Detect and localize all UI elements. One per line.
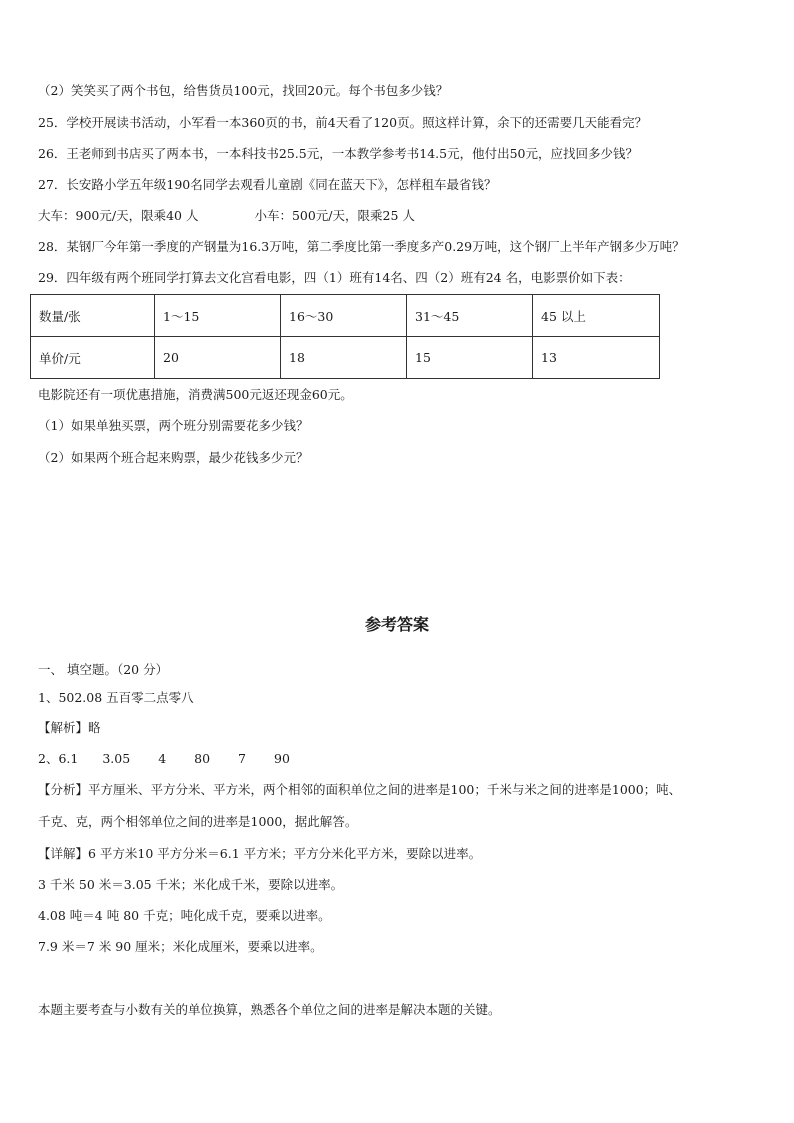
- answer-2: [38, 751, 290, 767]
- table-cell: 13: [533, 337, 660, 379]
- question-24-part-2: （2）笑笑买了两个书包，给售货员100元，找回20元。每个书包多少钱？: [38, 83, 449, 98]
- answer-2-analysis: 【分析】平方厘米、平方分米、平方米，两个相邻的面积单位之间的进率是100；千米与米之间的进率是1000；吨、: [38, 782, 682, 797]
- answer-2-value: 80: [194, 751, 211, 766]
- table-row: [31, 337, 660, 379]
- section-heading: 一、 填空题。（20 分）: [38, 662, 169, 677]
- question-28: 28．某钢厂今年第一季度的产钢量为16.3万吨，第二季度比第一季度多产0.29万吨，这个钢厂上半年产钢多少万吨？: [38, 239, 685, 254]
- question-29-part-2: （2）如果两个班合起来购票，最少花钱多少元？: [38, 450, 309, 465]
- big-bus-option: 大车：900元/天，限乘40 人: [38, 208, 199, 223]
- answer-2-value: 90: [274, 751, 290, 766]
- answer-2-detail: 3 千米 50 米＝3.05 千米；米化成千米，要除以进率。: [38, 877, 344, 892]
- table-cell: 单价/元: [31, 337, 155, 379]
- table-cell: 20: [155, 337, 281, 379]
- table-cell: 1～15: [155, 295, 281, 337]
- ticket-price-table: [30, 294, 660, 379]
- question-27-options: [38, 208, 415, 224]
- answer-2-value: 3.05: [102, 751, 131, 766]
- question-29-note: 电影院还有一项优惠措施，消费满500元返还现金60元。: [38, 387, 353, 402]
- table-cell: 15: [407, 337, 533, 379]
- table-cell: 45 以上: [533, 295, 660, 337]
- answer-2-detail: 7.9 米＝7 米 90 厘米；米化成厘米，要乘以进率。: [38, 939, 323, 954]
- answer-1: 1、502.08 五百零二点零八: [38, 690, 194, 705]
- answer-2-analysis-cont: 千克、克，两个相邻单位之间的进率是1000，据此解答。: [38, 814, 358, 829]
- answer-2-detail: 4.08 吨＝4 吨 80 千克；吨化成千克，要乘以进率。: [38, 908, 331, 923]
- table-cell: 数量/张: [31, 295, 155, 337]
- answers-title: 参考答案: [364, 615, 429, 634]
- answer-2-detail: 【详解】6 平方米10 平方分米＝6.1 平方米；平方分米化平方米，要除以进率。: [38, 846, 482, 861]
- table-cell: 31～45: [407, 295, 533, 337]
- answer-2-value: 7: [238, 751, 246, 766]
- question-29-part-1: （1）如果单独买票，两个班分别需要花多少钱？: [38, 418, 309, 433]
- question-26: 26．王老师到书店买了两本书，一本科技书25.5元，一本教学参考书14.5元，他付出50元，应找回多少钱？: [38, 146, 638, 161]
- question-29: 29．四年级有两个班同学打算去文化宫看电影，四（1）班有14名、四（2）班有24 名，电影票价如下表：: [38, 270, 631, 285]
- table-cell: 16～30: [281, 295, 407, 337]
- question-27: 27．长安路小学五年级190名同学去观看儿童剧《同在蓝天下》，怎样租车最省钱？: [38, 177, 497, 192]
- table-row: [31, 295, 660, 337]
- question-25: 25．学校开展读书活动，小军看一本360页的书，前4天看了120页。照这样计算，余下的还需要几天能看完？: [38, 115, 648, 130]
- answer-2-conclusion: 本题主要考查与小数有关的单位换算，熟悉各个单位之间的进率是解决本题的关键。: [38, 1002, 501, 1017]
- small-bus-option: 小车：500元/天，限乘25 人: [254, 208, 415, 223]
- answer-2-value: 4: [158, 751, 167, 766]
- answer-1-analysis: 【解析】略: [38, 720, 101, 735]
- answer-2-value: 2、6.1: [38, 751, 79, 766]
- table-cell: 18: [281, 337, 407, 379]
